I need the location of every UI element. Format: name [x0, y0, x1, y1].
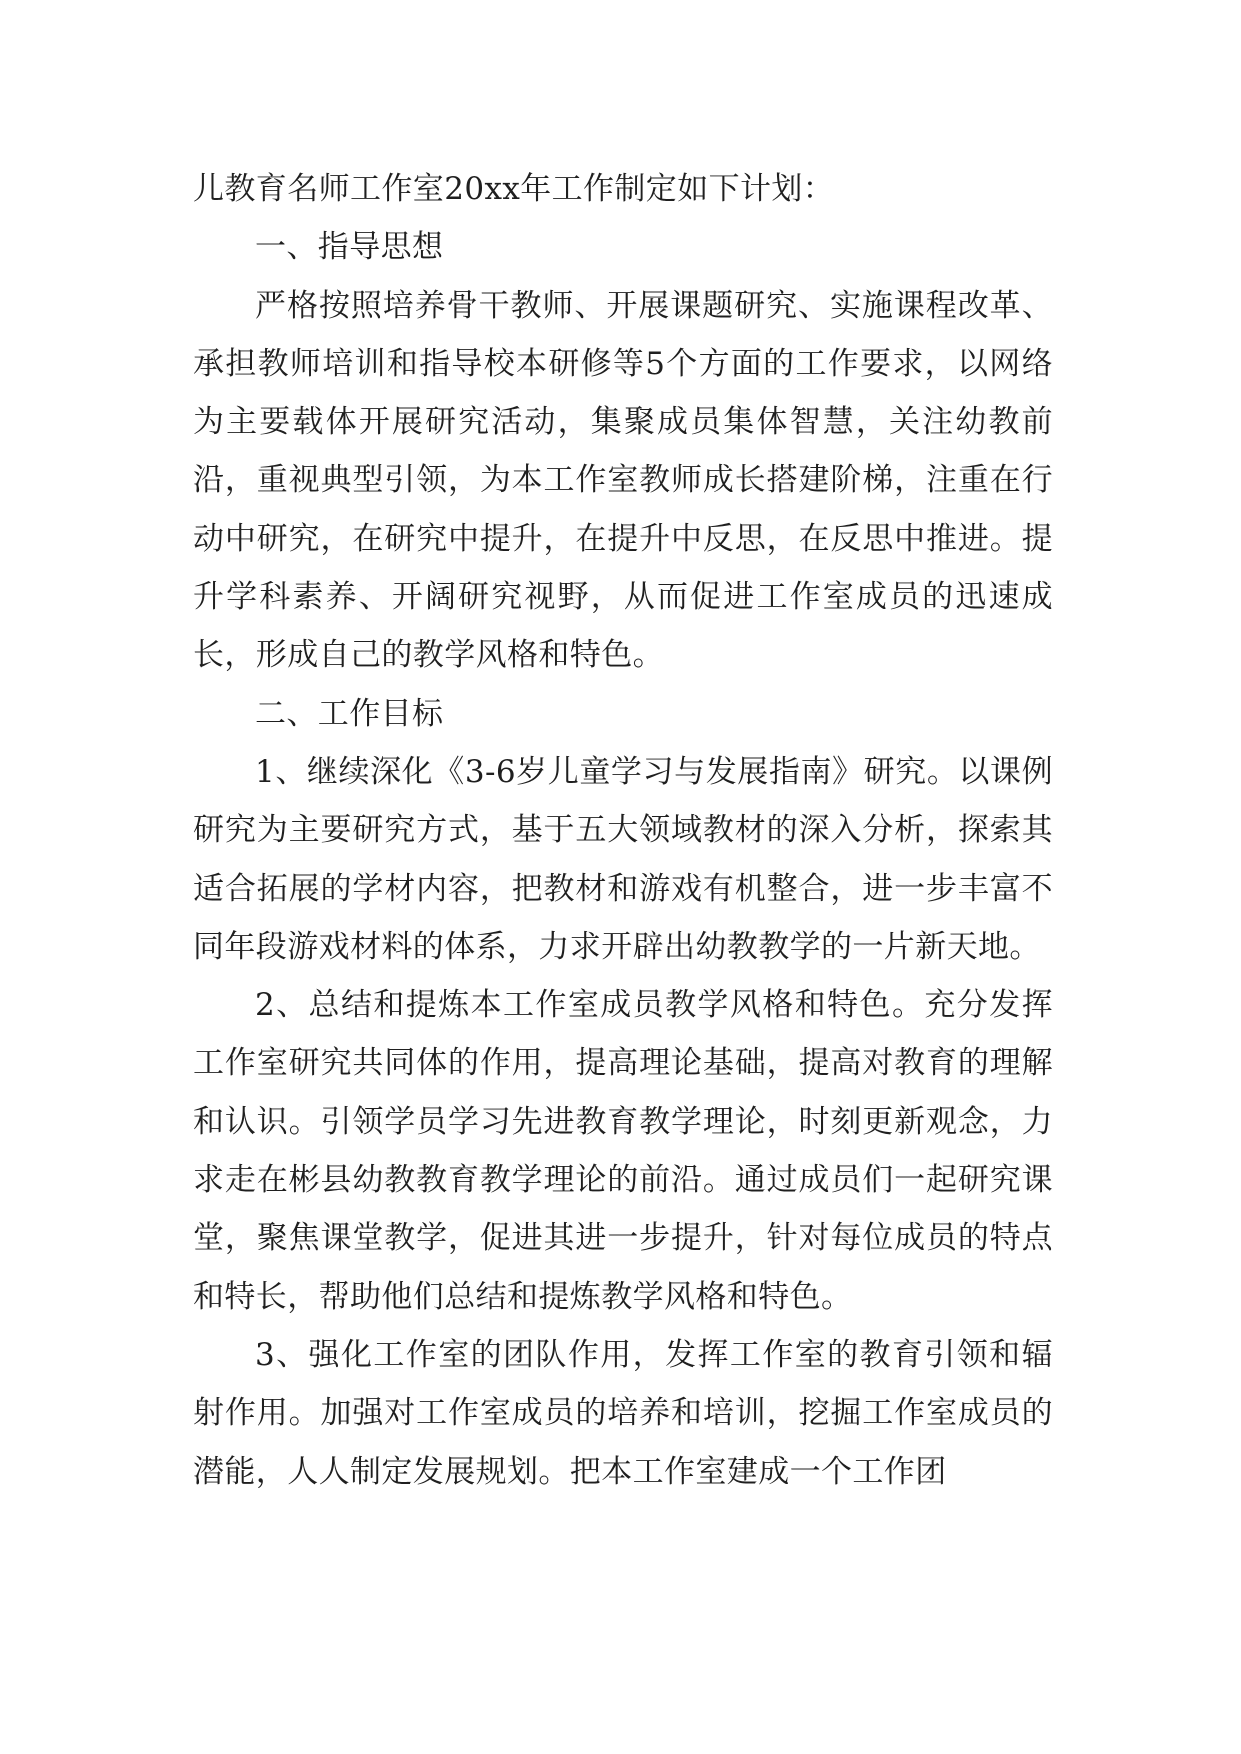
paragraph-goal-2: 2、总结和提炼本工作室成员教学风格和特色。充分发挥工作室研究共同体的作用，提高理论基础，提高对教育的理解和认识。引领学员学习先进教育教学理论，时刻更新观念，力求走在彬县幼教教育教学理论的前沿。通过成员们一起研究课堂，聚焦课堂教学，促进其进一步提升，针对每位成员的特点和特长，帮助他们总结和提炼教学风格和特色。	[193, 987, 1053, 1315]
document-body	[193, 160, 1053, 1501]
paragraph-intro-continued: 儿教育名师工作室20xx年工作制定如下计划：	[193, 171, 835, 207]
paragraph-goal-1: 1、继续深化《3-6岁儿童学习与发展指南》研究。以课例研究为主要研究方式，基于五大领域教材的深入分析，探索其适合拓展的学材内容，把教材和游戏有机整合，进一步丰富不同年段游戏材料的体系，力求开辟出幼教教学的一片新天地。	[193, 753, 1053, 965]
section-heading-work-goals: 二、工作目标	[255, 695, 444, 732]
paragraph-guiding-ideology: 严格按照培养骨干教师、开展课题研究、实施课程改革、承担教师培训和指导校本研修等5个方面的工作要求，以网络为主要载体开展研究活动，集聚成员集体智慧，关注幼教前沿，重视典型引领，为本工作室教师成长搭建阶梯，注重在行动中研究，在研究中提升，在提升中反思，在反思中推进。提升学科素养、开阔研究视野，从而促进工作室成员的迅速成长，形成自己的教学风格和特色。	[193, 287, 1053, 674]
paragraph-goal-3: 3、强化工作室的团队作用，发挥工作室的教育引领和辐射作用。加强对工作室成员的培养和培训，挖掘工作室成员的潜能，人人制定发展规划。把本工作室建成一个工作团	[193, 1336, 1053, 1490]
section-heading-guiding-ideology: 一、指导思想	[255, 229, 444, 266]
